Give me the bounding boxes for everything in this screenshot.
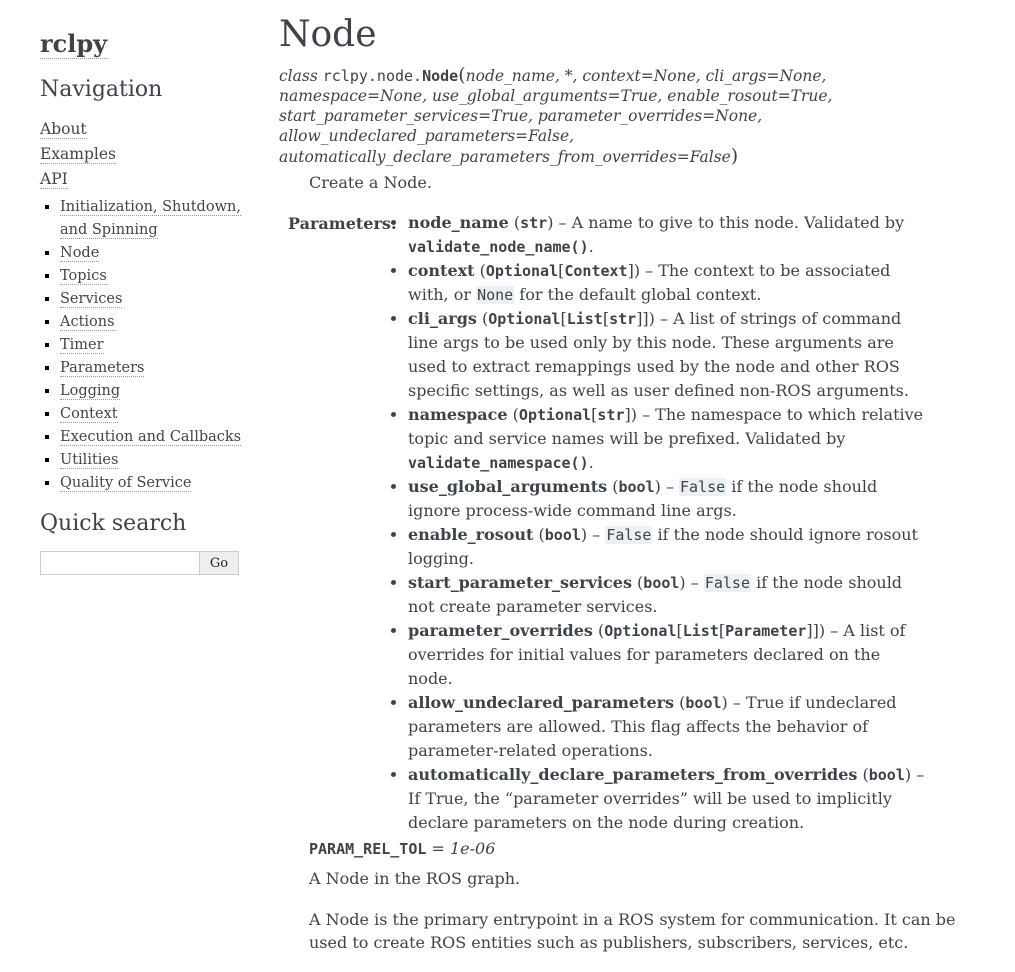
param-dash: – xyxy=(685,573,704,593)
api-item xyxy=(60,242,250,265)
attribute-name: PARAM_REL_TOL xyxy=(309,840,427,859)
param-paren: ( xyxy=(607,477,619,497)
param-desc-end: . xyxy=(588,453,594,473)
class-signature xyxy=(279,65,979,167)
param-type: Optional xyxy=(485,262,559,281)
param-desc-end: for the default global context. xyxy=(514,285,762,305)
param-paren: ( xyxy=(674,693,686,713)
api-item xyxy=(60,334,250,357)
param-type: Optional xyxy=(604,622,677,641)
param-code-ref: validate_namespace() xyxy=(408,454,589,473)
param-name: cli_args xyxy=(408,309,477,329)
param-bracket: [ xyxy=(718,621,726,641)
sig-close-paren: ) xyxy=(730,145,739,168)
api-item xyxy=(60,403,250,426)
api-item xyxy=(60,449,250,472)
param-bracket: ]]) xyxy=(806,621,826,641)
param-type: bool xyxy=(643,574,680,593)
api-item xyxy=(60,357,250,380)
param-type: bool xyxy=(685,694,722,713)
param-desc: – A name to give to this node. Validated by xyxy=(553,213,905,233)
param-desc: – The namespace to which relative topic and service names will be prefixed. Validated by xyxy=(408,405,924,449)
api-item xyxy=(60,196,250,242)
param-use-global-arguments xyxy=(408,475,928,523)
param-enable-rosout xyxy=(408,523,928,571)
param-type: Optional xyxy=(488,310,561,329)
api-link-services[interactable]: Services xyxy=(60,290,123,307)
param-automatically-declare xyxy=(408,763,928,835)
main-content xyxy=(279,14,979,972)
param-type: Parameter xyxy=(725,622,807,641)
attribute-signature xyxy=(309,837,979,861)
param-paren: ( xyxy=(533,525,545,545)
param-name: allow_undeclared_parameters xyxy=(408,693,675,713)
api-link-context[interactable]: Context xyxy=(60,405,118,422)
param-desc: – The context to be associated with, or xyxy=(408,261,891,305)
api-link-qos[interactable]: Quality of Service xyxy=(60,474,192,491)
param-desc: – True if undeclared parameters are allowed. This flag affects the behavior of parameter-related operations. xyxy=(408,693,897,761)
param-name: automatically_declare_parameters_from_overrides xyxy=(408,765,858,785)
param-type: List xyxy=(566,310,603,329)
quick-search-heading: Quick search xyxy=(40,510,187,536)
param-desc: if the node should ignore process-wide command line args. xyxy=(408,477,878,521)
logo-link[interactable]: rclpy xyxy=(40,29,108,58)
param-namespace xyxy=(408,403,928,475)
param-type: Context xyxy=(564,262,628,281)
param-start-parameter-services xyxy=(408,571,928,619)
param-desc-end: . xyxy=(588,237,594,257)
param-paren: ( xyxy=(857,765,869,785)
param-bracket: [ xyxy=(676,621,683,641)
api-link-logging[interactable]: Logging xyxy=(60,382,121,399)
param-name: context xyxy=(408,261,475,281)
param-paren: ) xyxy=(679,573,686,593)
api-item xyxy=(60,311,250,334)
param-type: bool xyxy=(544,526,581,545)
sig-open-paren: ( xyxy=(458,64,466,87)
param-type: str xyxy=(597,406,625,425)
sig-module: rclpy.node. xyxy=(322,67,423,86)
class-summary: Create a Node. xyxy=(309,173,432,193)
param-bracket: ]) xyxy=(624,405,637,425)
param-name: enable_rosout xyxy=(408,525,534,545)
param-parameter-overrides xyxy=(408,619,928,691)
navigation-list xyxy=(40,117,250,495)
api-link-initialization[interactable]: Initialization, Shutdown, and Spinning xyxy=(60,198,241,238)
api-link-actions[interactable]: Actions xyxy=(60,313,115,330)
api-subnav xyxy=(40,196,250,495)
nav-link-api[interactable]: API xyxy=(40,169,68,188)
param-type: Optional xyxy=(518,406,592,425)
param-node-name xyxy=(408,211,928,259)
param-bracket: [ xyxy=(591,405,598,425)
param-allow-undeclared-parameters xyxy=(408,691,928,763)
param-bracket: [ xyxy=(602,309,610,329)
attribute-desc-line2: A Node is the primary entrypoint in a ROS system for communication. It can be used to create ROS entities such as publishers, subscribers, services, etc. xyxy=(309,910,956,953)
api-item xyxy=(60,265,250,288)
navigation-heading: Navigation xyxy=(40,76,163,102)
sig-keyword: class xyxy=(279,67,318,86)
param-literal: False xyxy=(704,574,750,593)
api-link-execution[interactable]: Execution and Callbacks xyxy=(60,428,242,445)
param-type: List xyxy=(682,622,719,641)
param-paren: ) xyxy=(580,525,588,545)
api-link-utilities[interactable]: Utilities xyxy=(60,451,119,468)
attribute-desc-line1: A Node in the ROS graph. xyxy=(309,869,521,889)
page-title: Node xyxy=(279,14,377,55)
param-desc: – A list of strings of command line args to be used only by this node. These arguments are used to extract remappings used by the node and other ROS specific settings, as well as user defined non-ROS arguments. xyxy=(408,309,909,401)
attribute-description xyxy=(309,867,979,954)
param-dash: – xyxy=(587,525,606,545)
param-bracket: [ xyxy=(558,261,565,281)
param-desc: – If True, the “parameter overrides” will be used to implicitly declare parameters on the node during creation. xyxy=(408,765,925,833)
sig-arguments: node_name, *, context=None, cli_args=None, namespace=None, use_global_arguments=True, enable_rosout=True, start_parameter_services=True, parameter_overrides=None, allow_undeclared_parameters=False, automatically_declare_parameters_from_overrides=False xyxy=(279,67,833,167)
param-literal: None xyxy=(477,286,514,305)
api-link-timer[interactable]: Timer xyxy=(60,336,104,353)
search-go-button[interactable]: Go xyxy=(199,551,239,575)
attribute-eq: = xyxy=(426,839,450,859)
param-name: parameter_overrides xyxy=(408,621,593,641)
param-paren: ( xyxy=(508,213,521,233)
param-type: bool xyxy=(618,478,655,497)
param-desc: if the node should ignore rosout logging. xyxy=(408,525,918,569)
param-name: use_global_arguments xyxy=(408,477,608,497)
nav-link-about[interactable]: About xyxy=(40,119,87,138)
param-desc: – A list of overrides for initial values for parameters declared on the node. xyxy=(408,621,906,689)
param-type: str xyxy=(609,310,637,329)
param-paren: ( xyxy=(631,573,644,593)
param-bracket: ]) xyxy=(627,261,641,281)
param-literal: False xyxy=(680,478,726,497)
class-description xyxy=(309,171,979,195)
param-code-ref: validate_node_name() xyxy=(408,238,589,257)
param-paren: ) xyxy=(721,693,728,713)
param-type: str xyxy=(520,214,548,233)
api-link-parameters[interactable]: Parameters xyxy=(60,359,145,376)
param-paren: ) xyxy=(904,765,912,785)
param-desc: if the node should not create parameter services. xyxy=(408,573,903,617)
parameters-list xyxy=(388,211,928,835)
param-bracket: [ xyxy=(560,309,567,329)
param-paren: ( xyxy=(592,621,605,641)
param-type: bool xyxy=(868,766,905,785)
nav-link-examples[interactable]: Examples xyxy=(40,144,117,163)
nav-item-about xyxy=(40,117,250,142)
search-input[interactable] xyxy=(40,551,199,575)
param-name: start_parameter_services xyxy=(408,573,632,593)
api-item xyxy=(60,380,250,403)
param-context xyxy=(408,259,928,307)
parameters-field xyxy=(288,211,979,835)
param-literal: False xyxy=(606,526,652,545)
param-paren: ) xyxy=(547,213,554,233)
api-link-topics[interactable]: Topics xyxy=(60,267,107,284)
param-dash: – xyxy=(660,477,680,497)
api-item xyxy=(60,426,250,449)
param-name: node_name xyxy=(408,213,509,233)
nav-item-api xyxy=(40,167,250,495)
api-item xyxy=(60,472,250,495)
param-bracket: ]]) xyxy=(636,309,655,329)
param-paren: ( xyxy=(507,405,519,425)
parameters-label: Parameters: xyxy=(288,214,397,234)
api-link-node[interactable]: Node xyxy=(60,244,100,261)
param-paren: ( xyxy=(474,261,486,281)
search-form xyxy=(40,551,250,575)
sig-class-name: Node xyxy=(422,67,459,86)
param-name: namespace xyxy=(408,405,508,425)
param-paren: ) xyxy=(654,477,661,497)
param-paren: ( xyxy=(476,309,489,329)
api-item xyxy=(60,288,250,311)
attribute-value: 1e-06 xyxy=(449,839,496,859)
nav-item-examples xyxy=(40,142,250,167)
param-cli-args xyxy=(408,307,928,403)
sidebar xyxy=(40,26,250,575)
